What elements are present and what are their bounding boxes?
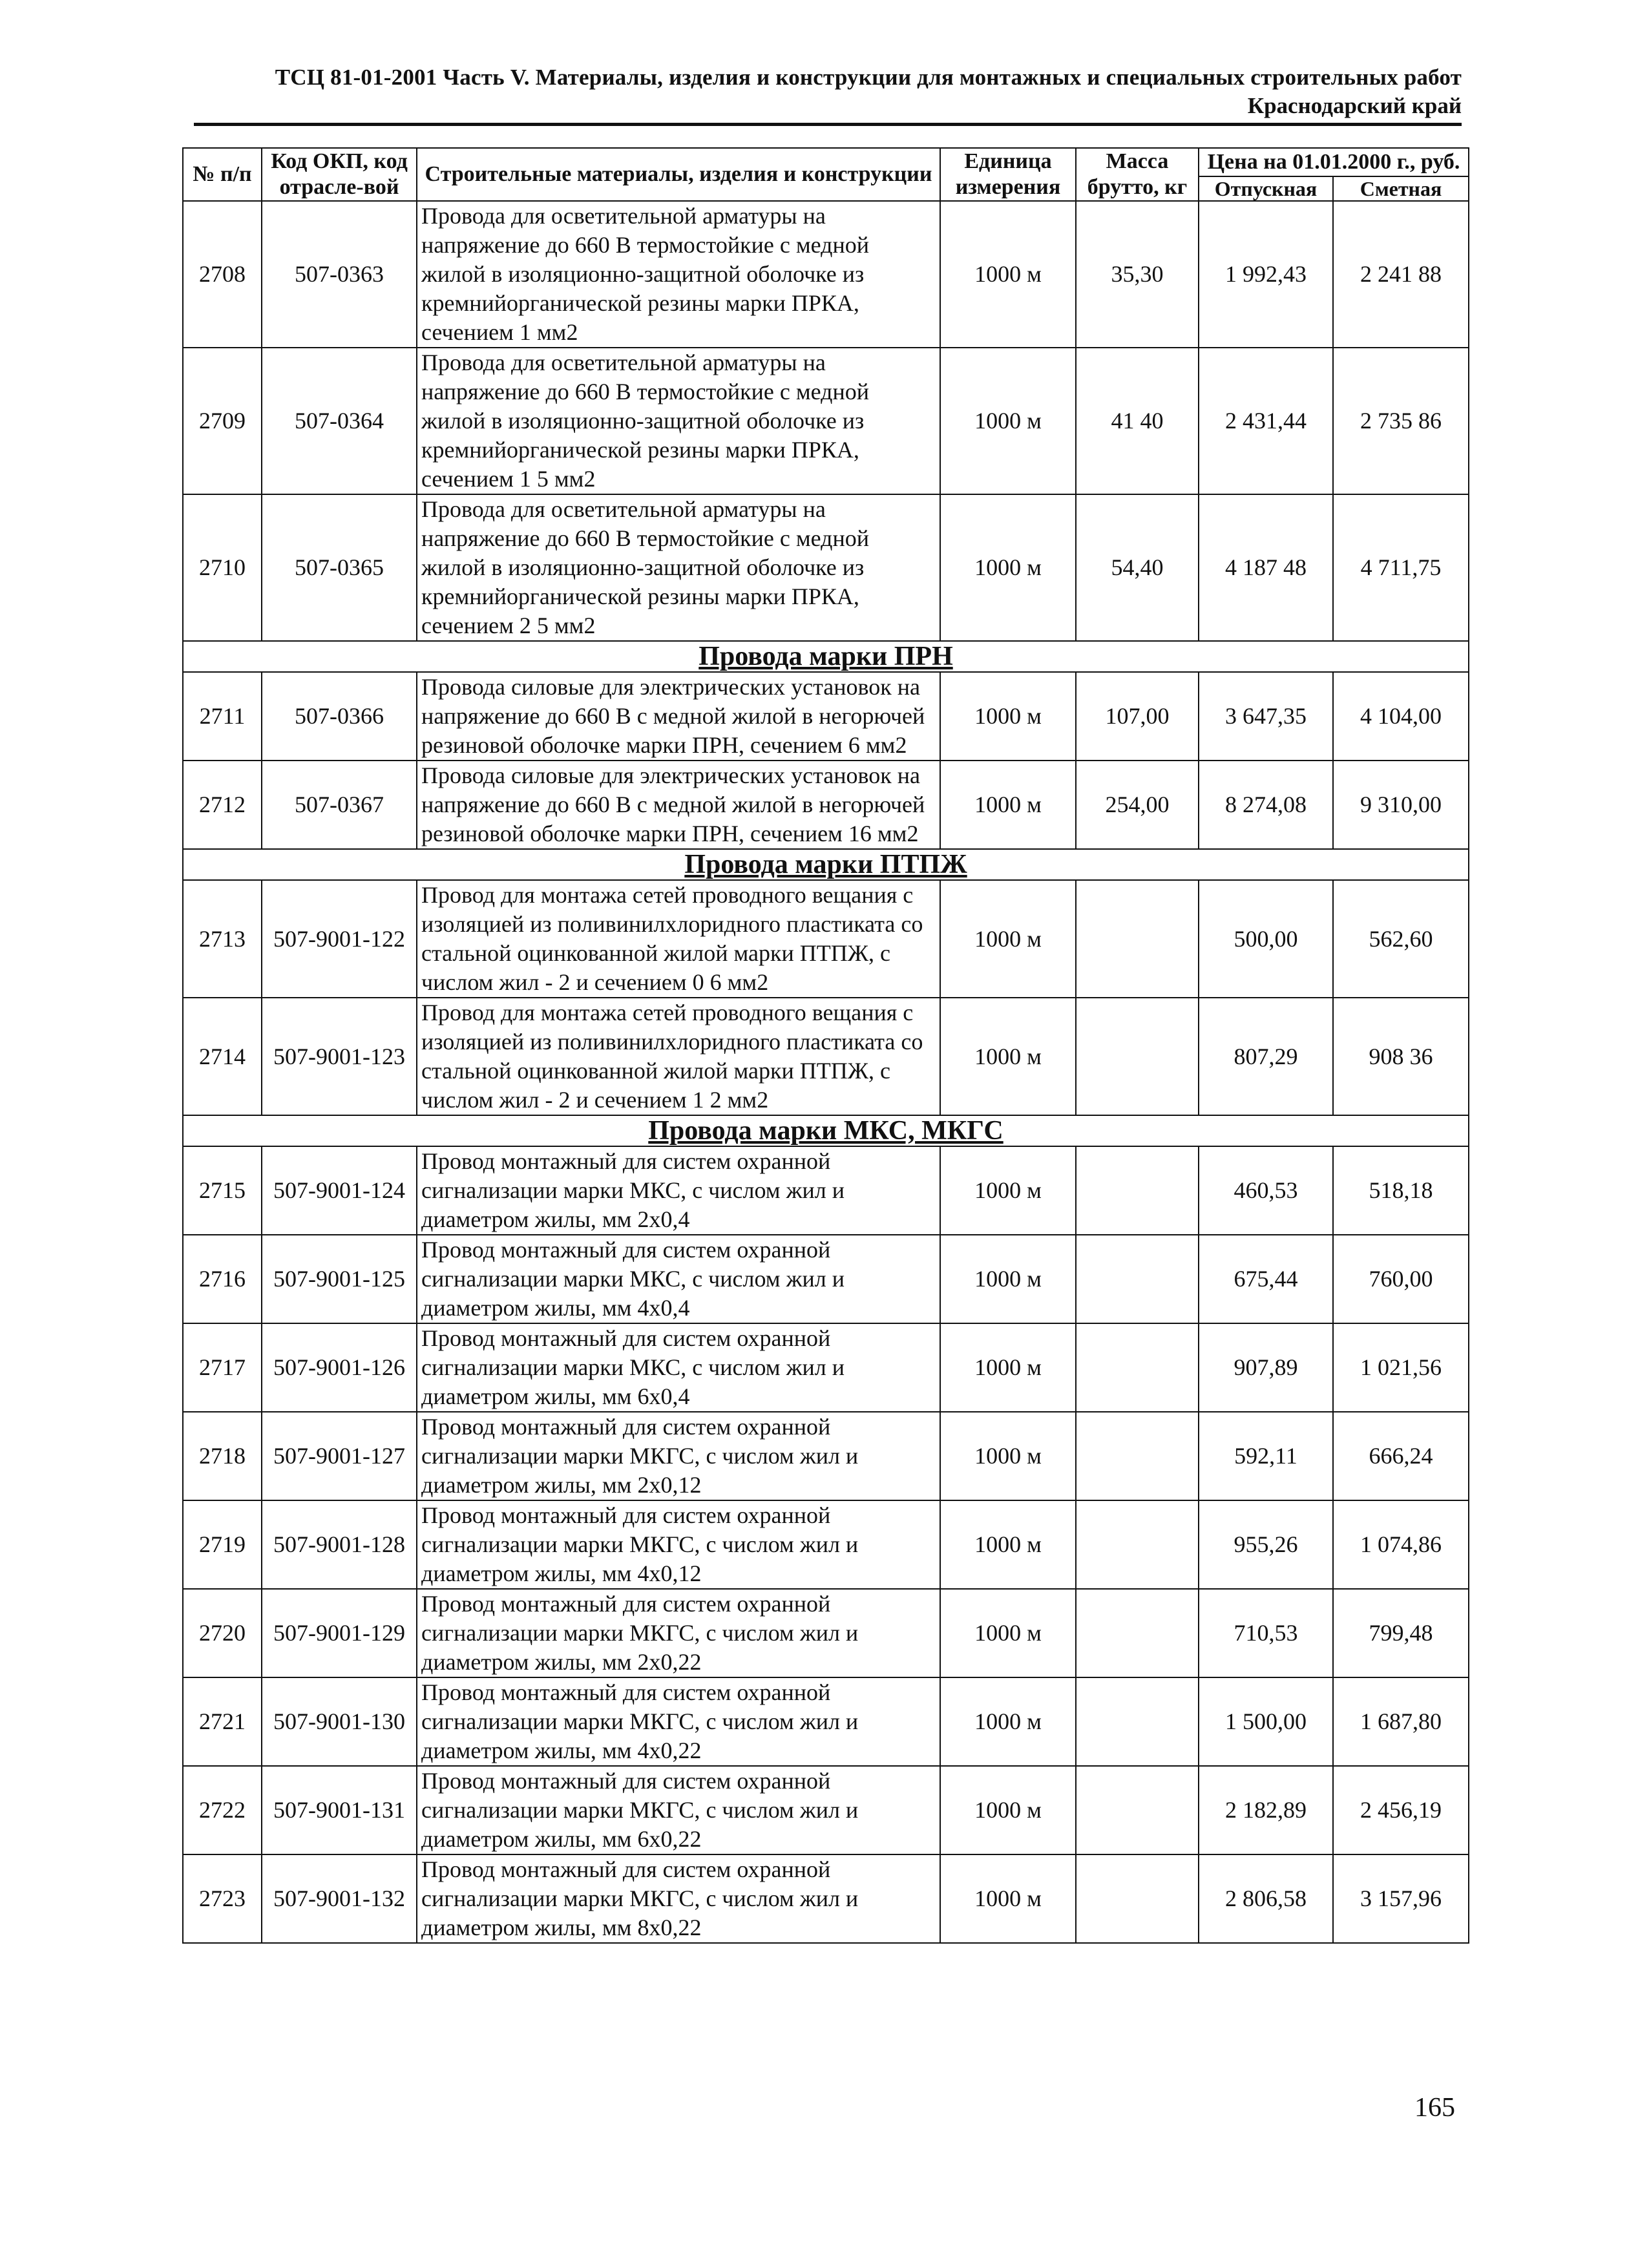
estimate-price: 1 074,86 (1333, 1500, 1469, 1589)
okp-code: 507-9001-129 (262, 1589, 417, 1677)
section-title: Провода марки ПРН (183, 641, 1469, 672)
table-body (183, 201, 1469, 1943)
estimate-price: 666,24 (1333, 1412, 1469, 1500)
unit-of-measure: 1000 м (940, 348, 1076, 494)
row-number: 2709 (183, 348, 262, 494)
row-number: 2722 (183, 1766, 262, 1854)
release-price: 710,53 (1199, 1589, 1333, 1677)
okp-code: 507-9001-130 (262, 1677, 417, 1766)
estimate-price: 760,00 (1333, 1235, 1469, 1323)
okp-code: 507-9001-123 (262, 998, 417, 1115)
unit-of-measure: 1000 м (940, 201, 1076, 348)
release-price: 907,89 (1199, 1323, 1333, 1412)
okp-code: 507-9001-125 (262, 1235, 417, 1323)
table-row (183, 201, 1469, 348)
okp-code: 507-0363 (262, 201, 417, 348)
unit-of-measure: 1000 м (940, 1235, 1076, 1323)
okp-code: 507-0364 (262, 348, 417, 494)
header-price: Цена на 01.01.2000 г., руб. (1199, 148, 1469, 176)
material-description: Провода силовые для электрических установок на напряжение до 660 В с медной жилой в негорючей резиновой оболочке марки ПРН, сечением 16 мм2 (417, 761, 940, 849)
row-number: 2708 (183, 201, 262, 348)
material-description: Провод монтажный для систем охранной сигнализации марки МКГС, с числом жил и диаметром жилы, мм 4х0,22 (417, 1677, 940, 1766)
okp-code: 507-9001-122 (262, 880, 417, 998)
material-description: Провода силовые для электрических установок на напряжение до 660 В с медной жилой в негорючей резиновой оболочке марки ПРН, сечением 6 мм2 (417, 672, 940, 761)
header-unit: Единица измерения (940, 148, 1076, 201)
gross-mass: 41 40 (1076, 348, 1199, 494)
row-number: 2712 (183, 761, 262, 849)
estimate-price: 1 687,80 (1333, 1677, 1469, 1766)
header-mass: Масса брутто, кг (1076, 148, 1199, 201)
gross-mass (1076, 1766, 1199, 1854)
material-description: Провод монтажный для систем охранной сигнализации марки МКГС, с числом жил и диаметром жилы, мм 6х0,22 (417, 1766, 940, 1854)
release-price: 2 806,58 (1199, 1854, 1333, 1943)
material-description: Провода для осветительной арматуры на напряжение до 660 В термостойкие с медной жилой в изоляционно-защитной оболочке из кремнийорганической резины марки ПРКА, сечением 1 мм2 (417, 201, 940, 348)
header-num: № п/п (183, 148, 262, 201)
unit-of-measure: 1000 м (940, 998, 1076, 1115)
row-number: 2715 (183, 1146, 262, 1235)
gross-mass: 54,40 (1076, 494, 1199, 641)
estimate-price: 518,18 (1333, 1146, 1469, 1235)
release-price: 460,53 (1199, 1146, 1333, 1235)
material-description: Провод монтажный для систем охранной сигнализации марки МКС, с числом жил и диаметром жилы, мм 2х0,4 (417, 1146, 940, 1235)
gross-mass: 107,00 (1076, 672, 1199, 761)
table-row (183, 348, 1469, 494)
okp-code: 507-0366 (262, 672, 417, 761)
material-description: Провода для осветительной арматуры на напряжение до 660 В термостойкие с медной жилой в изоляционно-защитной оболочке из кремнийорганической резины марки ПРКА, сечением 1 5 мм2 (417, 348, 940, 494)
unit-of-measure: 1000 м (940, 880, 1076, 998)
material-description: Провод монтажный для систем охранной сигнализации марки МКС, с числом жил и диаметром жилы, мм 4х0,4 (417, 1235, 940, 1323)
header-price-release: Отпускная (1199, 176, 1333, 201)
page-header (194, 65, 1462, 119)
material-description: Провод для монтажа сетей проводного вещания с изоляцией из поливинилхлоридного пластиката со стальной оцинкованной жилой марки ПТПЖ, с числом жил - 2 и сечением 0 6 мм2 (417, 880, 940, 998)
gross-mass (1076, 1854, 1199, 1943)
estimate-price: 2 241 88 (1333, 201, 1469, 348)
gross-mass (1076, 1146, 1199, 1235)
gross-mass (1076, 1589, 1199, 1677)
estimate-price: 9 310,00 (1333, 761, 1469, 849)
row-number: 2717 (183, 1323, 262, 1412)
unit-of-measure: 1000 м (940, 761, 1076, 849)
table-row (183, 880, 1469, 998)
unit-of-measure: 1000 м (940, 1677, 1076, 1766)
release-price: 1 992,43 (1199, 201, 1333, 348)
release-price: 2 431,44 (1199, 348, 1333, 494)
table-row (183, 1500, 1469, 1589)
estimate-price: 799,48 (1333, 1589, 1469, 1677)
gross-mass (1076, 1677, 1199, 1766)
release-price: 4 187 48 (1199, 494, 1333, 641)
row-number: 2713 (183, 880, 262, 998)
okp-code: 507-0365 (262, 494, 417, 641)
header-price-estimate: Сметная (1333, 176, 1469, 201)
okp-code: 507-9001-132 (262, 1854, 417, 1943)
row-number: 2723 (183, 1854, 262, 1943)
row-number: 2719 (183, 1500, 262, 1589)
gross-mass: 254,00 (1076, 761, 1199, 849)
okp-code: 507-9001-126 (262, 1323, 417, 1412)
unit-of-measure: 1000 м (940, 1412, 1076, 1500)
row-number: 2714 (183, 998, 262, 1115)
table-row (183, 672, 1469, 761)
release-price: 592,11 (1199, 1412, 1333, 1500)
estimate-price: 908 36 (1333, 998, 1469, 1115)
release-price: 807,29 (1199, 998, 1333, 1115)
okp-code: 507-9001-127 (262, 1412, 417, 1500)
table-row (183, 1677, 1469, 1766)
material-description: Провод для монтажа сетей проводного вещания с изоляцией из поливинилхлоридного пластиката со стальной оцинкованной жилой марки ПТПЖ, с числом жил - 2 и сечением 1 2 мм2 (417, 998, 940, 1115)
header-code: Код ОКП, код отрасле-вой (262, 148, 417, 201)
release-price: 3 647,35 (1199, 672, 1333, 761)
unit-of-measure: 1000 м (940, 672, 1076, 761)
gross-mass (1076, 1500, 1199, 1589)
region-title: Краснодарский край (1247, 93, 1462, 118)
gross-mass (1076, 998, 1199, 1115)
section-title-row (183, 1115, 1469, 1146)
unit-of-measure: 1000 м (940, 1146, 1076, 1235)
section-title-row (183, 641, 1469, 672)
release-price: 8 274,08 (1199, 761, 1333, 849)
unit-of-measure: 1000 м (940, 494, 1076, 641)
gross-mass (1076, 1235, 1199, 1323)
table-row (183, 1323, 1469, 1412)
section-title: Провода марки ПТПЖ (183, 849, 1469, 880)
estimate-price: 2 456,19 (1333, 1766, 1469, 1854)
unit-of-measure: 1000 м (940, 1323, 1076, 1412)
row-number: 2710 (183, 494, 262, 641)
gross-mass: 35,30 (1076, 201, 1199, 348)
header-divider (194, 123, 1462, 126)
release-price: 2 182,89 (1199, 1766, 1333, 1854)
release-price: 955,26 (1199, 1500, 1333, 1589)
page-number: 165 (1414, 2093, 1455, 2123)
release-price: 1 500,00 (1199, 1677, 1333, 1766)
okp-code: 507-0367 (262, 761, 417, 849)
table-row (183, 1235, 1469, 1323)
estimate-price: 562,60 (1333, 880, 1469, 998)
table-row (183, 998, 1469, 1115)
row-number: 2720 (183, 1589, 262, 1677)
row-number: 2716 (183, 1235, 262, 1323)
table-row (183, 1589, 1469, 1677)
gross-mass (1076, 1323, 1199, 1412)
okp-code: 507-9001-124 (262, 1146, 417, 1235)
row-number: 2718 (183, 1412, 262, 1500)
table-row (183, 1766, 1469, 1854)
section-title-row (183, 849, 1469, 880)
material-description: Провод монтажный для систем охранной сигнализации марки МКС, с числом жил и диаметром жилы, мм 6х0,4 (417, 1323, 940, 1412)
unit-of-measure: 1000 м (940, 1500, 1076, 1589)
estimate-price: 2 735 86 (1333, 348, 1469, 494)
row-number: 2711 (183, 672, 262, 761)
unit-of-measure: 1000 м (940, 1589, 1076, 1677)
table-row (183, 1854, 1469, 1943)
table-row (183, 494, 1469, 641)
material-description: Провод монтажный для систем охранной сигнализации марки МКГС, с числом жил и диаметром жилы, мм 2х0,22 (417, 1589, 940, 1677)
estimate-price: 1 021,56 (1333, 1323, 1469, 1412)
table-row (183, 761, 1469, 849)
material-description: Провод монтажный для систем охранной сигнализации марки МКГС, с числом жил и диаметром жилы, мм 4х0,12 (417, 1500, 940, 1589)
price-table (182, 147, 1469, 1944)
header-material: Строительные материалы, изделия и конструкции (417, 148, 940, 201)
unit-of-measure: 1000 м (940, 1854, 1076, 1943)
table-row (183, 1412, 1469, 1500)
section-title: Провода марки МКС, МКГС (183, 1115, 1469, 1146)
material-description: Провод монтажный для систем охранной сигнализации марки МКГС, с числом жил и диаметром жилы, мм 2х0,12 (417, 1412, 940, 1500)
table-row (183, 1146, 1469, 1235)
estimate-price: 4 711,75 (1333, 494, 1469, 641)
okp-code: 507-9001-128 (262, 1500, 417, 1589)
material-description: Провод монтажный для систем охранной сигнализации марки МКГС, с числом жил и диаметром жилы, мм 8х0,22 (417, 1854, 940, 1943)
okp-code: 507-9001-131 (262, 1766, 417, 1854)
material-description: Провода для осветительной арматуры на напряжение до 660 В термостойкие с медной жилой в изоляционно-защитной оболочке из кремнийорганической резины марки ПРКА, сечением 2 5 мм2 (417, 494, 940, 641)
row-number: 2721 (183, 1677, 262, 1766)
gross-mass (1076, 880, 1199, 998)
estimate-price: 3 157,96 (1333, 1854, 1469, 1943)
document-title: ТСЦ 81-01-2001 Часть V. Материалы, изделия и конструкции для монтажных и специальных строительных работ (275, 65, 1462, 90)
estimate-price: 4 104,00 (1333, 672, 1469, 761)
release-price: 675,44 (1199, 1235, 1333, 1323)
unit-of-measure: 1000 м (940, 1766, 1076, 1854)
gross-mass (1076, 1412, 1199, 1500)
release-price: 500,00 (1199, 880, 1333, 998)
